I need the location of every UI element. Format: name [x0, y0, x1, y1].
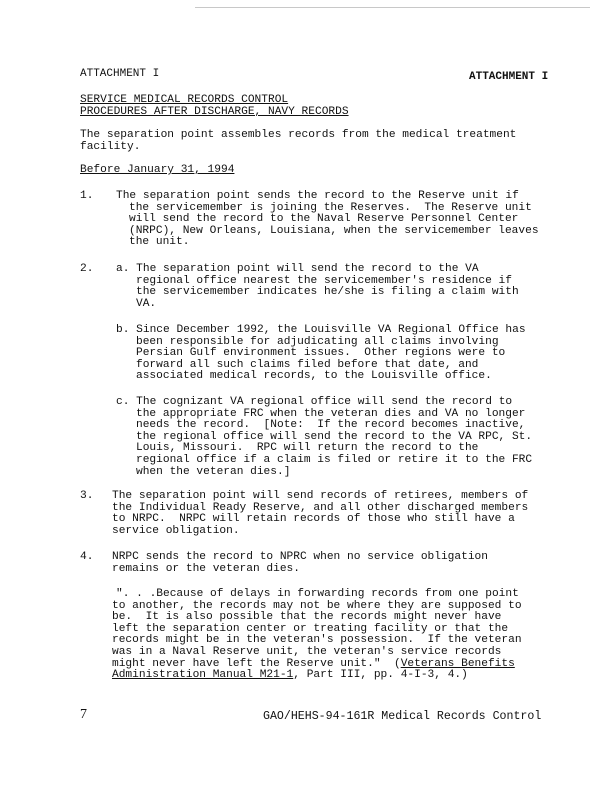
- quote-source-title: Veterans Benefits: [400, 657, 515, 670]
- sub-letter: a.: [116, 263, 130, 275]
- text-line: the servicemember is joining the Reserves. The Reserve unit: [129, 201, 532, 214]
- intro-line: The separation point assembles records from the medical treatment: [80, 129, 517, 141]
- text-line: regional office if a claim is filed or retire it to the FRC: [136, 453, 533, 466]
- quote-line: ". . .Because of delays in forwarding records from one point: [116, 588, 519, 600]
- text-line: the appropriate FRC when the veteran dies and VA no longer: [136, 407, 526, 420]
- text-line: Louis, Missouri. RPC will return the record to the: [136, 442, 479, 455]
- item-2a-text: [116, 264, 519, 310]
- page-number: 7: [80, 707, 87, 722]
- text-line: Since December 1992, the Louisville VA Regional Office has: [136, 324, 526, 336]
- item-2b-text: [116, 325, 526, 383]
- text-line: needs the record. [Note: If the record becomes inactive,: [136, 419, 526, 432]
- text-line: The separation point will send the record to the VA: [136, 263, 479, 275]
- text-line: remains or the veteran dies.: [112, 562, 300, 575]
- text-line: forward all such claims filed before that date, and: [136, 358, 479, 371]
- quote-line: was in a Naval Reserve unit, the veteran's service records: [112, 645, 502, 658]
- text-line: service obligation.: [112, 524, 240, 537]
- text-line: the regional office will send the record to the VA RPC, St.: [136, 430, 533, 443]
- text-line: (NRPC), New Orleans, Louisiana, when the servicemember leaves: [129, 224, 539, 237]
- text-line: Persian Gulf environment issues. Other regions were to: [136, 347, 506, 360]
- text-line: The cognizant VA regional office will send the record to: [136, 396, 513, 408]
- item-4-text: [112, 552, 488, 575]
- text-line: associated medical records, to the Louisville office.: [136, 370, 492, 383]
- attachment-label-left: ATTACHMENT I: [80, 68, 160, 80]
- item-number: 4.: [80, 551, 94, 563]
- section-heading: Before January 31, 1994: [80, 164, 235, 176]
- document-title: [80, 95, 349, 118]
- report-identifier: GAO/HEHS-94-161R Medical Records Control: [263, 710, 542, 723]
- sub-letter: c.: [116, 396, 130, 408]
- top-rule: [195, 7, 590, 8]
- quote-citation: , Part III, pp. 4-I-3, 4.): [293, 669, 468, 682]
- quotation-block: [112, 589, 522, 682]
- attachment-label-right: ATTACHMENT I: [469, 71, 549, 83]
- quote-line: be. It is also possible that the records might never have: [112, 611, 502, 624]
- text-line: the Individual Ready Reserve, and all other discharged members: [112, 501, 529, 514]
- text-line: VA.: [136, 297, 157, 310]
- text-line: The separation point sends the record to the Reserve unit if: [116, 190, 519, 202]
- sub-letter: b.: [116, 324, 130, 336]
- text-line: will send the record to the Naval Reserve Personnel Center: [129, 213, 519, 226]
- text-line: the unit.: [129, 236, 190, 249]
- item-number: 1.: [80, 190, 94, 202]
- item-number: 2.: [80, 263, 94, 275]
- title-line-1: SERVICE MEDICAL RECORDS CONTROL: [80, 94, 289, 106]
- quote-line: to another, the records may not be where they are supposed to: [112, 599, 522, 612]
- quote-line: might never have left the Reserve unit." (: [112, 657, 401, 670]
- item-1-text: [116, 191, 539, 249]
- text-line: when the veteran dies.]: [136, 465, 291, 478]
- quote-line: records might be in the veteran's possession. If the veteran: [112, 634, 522, 647]
- item-3-text: [112, 491, 528, 537]
- text-line: The separation point will send records of retirees, members of: [112, 490, 529, 502]
- intro-paragraph: [80, 130, 560, 153]
- text-line: the servicemember indicates he/she is filing a claim with: [136, 286, 519, 299]
- title-line-2: PROCEDURES AFTER DISCHARGE, NAVY RECORDS: [80, 105, 349, 118]
- text-line: NRPC sends the record to NPRC when no service obligation: [112, 551, 488, 563]
- quote-source-title: Administration Manual M21-1: [112, 669, 294, 682]
- text-line: regional office nearest the servicemember's residence if: [136, 274, 512, 287]
- intro-line: facility.: [80, 140, 141, 153]
- text-line: to NRPC. NRPC will retain records of those who still have a: [112, 513, 515, 526]
- quote-line: left the separation center or treating facility or that the: [112, 622, 509, 635]
- text-line: been responsible for adjudicating all claims involving: [136, 335, 499, 348]
- item-number: 3.: [80, 490, 94, 502]
- item-2c-text: [116, 397, 532, 478]
